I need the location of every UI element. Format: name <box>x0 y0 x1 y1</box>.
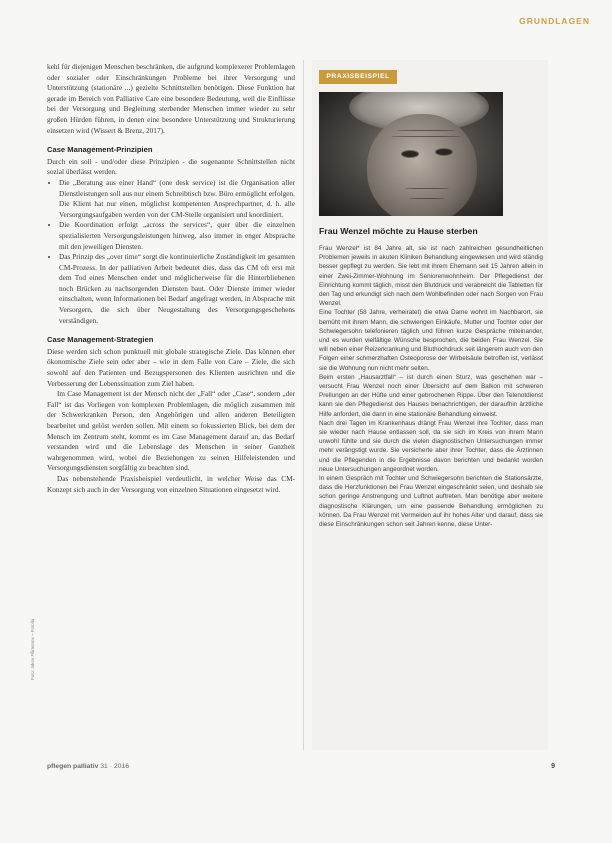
case-paragraph: Eine Tochter (58 Jahre, verheiratet) die etwa Dame wohnt im Nachbarort, sie bemüht mit ihrem Mann, die schwierigen Einkäufe, Mutter und Tochter oder der Schwiegersohn telefonieren täglich und führen kurze Gespräche miteinander, und es wurden vielfältige Wünsche besprochen, die beiden Frau Wenzel. Sie will neben einer Reizerkrankung und Bluthochdruck seit längerem auch von den Folgen einer schmerzhaften Osteoporose der Wirbelsäule betroffen ist, verlässt sie die Wohnung nun nicht mehr selten. <box>319 309 543 372</box>
intro-paragraph: kehl für diejenigen Menschen beschränken, die aufgrund komplexerer Problemlagen oder sozialer oder Einschränkungen Probleme bei ihrer Versorgung und Unterstützung (stationäre ...) gezielte Schnittstellen benötigen. Diese Funktion hat gerade im Bereich von Palliative Care eine besondere Bedeutung, weil die Einflüsse bei der Versorgung und Begleitung sterbender Menschen immer wieder zu sehr großen Hürden führen, in denen eine besondere Unterstützung und Strukturierung einsetzen wird (Wissert & Brenz, 2017). <box>47 62 295 135</box>
column-divider <box>303 60 304 750</box>
case-paragraph: Frau Wenzel* ist 84 Jahre alt, sie ist nach zahlreichen gesundheitlichen Problemen jeweils in akuten Kliniken Behandlung eingewiesen und wird ständig besser gepflegt zu werden. Sie lebt mit ihrem Ehemann seit 15 Jahren allein in einer Zwei-Zimmer-Wohnung im Seniorenwohnheim. Der Pflegedienst der Einrichtung kommt täglich, misst den Blutdruck und verabreicht die Tabletten für den Tag und erkundigt sich nach dem Wohlbefinden oder nach Sorgen von Frau Wenzel. <box>319 245 543 308</box>
photo-credit: Foto: Iakov Filimonov – Fotolia <box>30 618 35 680</box>
principles-heading: Case Management-Prinzipien <box>47 145 153 155</box>
wrinkle-line <box>405 188 449 189</box>
right-eye <box>435 148 453 156</box>
case-study-box <box>312 60 548 750</box>
strategies-paragraph-1: Diese werden sich schon punktuell mit globale strategische Ziele. Das können eher ökonomische Ziele sein oder aber – wie in dem Falle von Care – Ziele, die sich sowohl auf den Patienten und Bezugspersonen des Klienten ausrichten und die Verbesserung der Lebenssituation zum Ziel haben. <box>47 346 295 388</box>
case-title: Frau Wenzel möchte zu Hause sterben <box>319 226 478 236</box>
case-paragraph: In einem Gespräch mit Tochter und Schwiegersohn berichten die Stationsärzte, dass die Herzfunktionen bei Frau Wenzel eingeschränkt seien, und deshalb sie schon geringe Anstrengung und Luftnot auftreten. Man benötige aber weitere diagnostische Klärungen, um eine passende Behandlung ermöglichen zu können. Da Frau Wenzel mit Vermeiden auf ihr hohes Alter und darauf, dass sie diese Einschränkungen schon seit Jahren kenne, diese Unter- <box>319 475 543 529</box>
portrait-photo <box>319 92 503 216</box>
section-label: GRUNDLAGEN <box>519 16 590 26</box>
wrinkle-line <box>391 136 461 137</box>
strategies-heading: Case Management-Strategien <box>47 335 154 345</box>
journal-name: pflegen palliativ <box>47 763 99 770</box>
issue-number: 31 · 2016 <box>100 763 129 770</box>
left-column <box>47 62 295 495</box>
footer-journal <box>47 763 129 770</box>
wrinkle-line <box>409 198 445 199</box>
strategies-paragraph-2: Im Case Management ist der Mensch nicht der „Fall“ oder „Case“, sondern „der Fall“ ist das Vorliegen von komplexen Problemlagen, die möglich zusammen mit der Schwerkranken Person, den Angehörigen und allen anderen Beteiligten bearbeitet und gelöst werden sollen. Mit einem so fokussierten Blick, bei dem der Mensch im Zentrum steht, kommt es im Case Management darauf an, das Bedarf verstanden wird und die Lebenslage des Menschen in seiner Ganzheit wahrgenommen wird, wobei die Beziehungen zu seinen Hilfeleistenden und Versorgungsdiensten sorgfältig zu beachten sind. <box>47 389 295 473</box>
left-eye <box>401 150 419 158</box>
case-badge: PRAXISBEISPIEL <box>319 70 397 84</box>
list-item: • Die „Beratung aus einer Hand“ (one desk service) ist die Organisation aller Dienstleistungen soll aus nur einem Schreibtisch bzw. Büro ermöglicht erfolgen. Die Klient hat nur einen, möglichst kompetenten Ansprechpartner, d. h. alle Versorgungsaufgaben werden von der CM-Stelle organisiert und koordiniert. <box>59 178 295 220</box>
case-body <box>319 244 543 529</box>
case-paragraph: Beim ersten „Hausarztfall“ – ist durch einen Sturz, was geschehen war – versucht Frau Wenzel noch einer Übersicht auf dem Balkon mit schweren Prellungen an der Hüfte und einer gebrochenen Rippe. Über den Telenotdienst kann sie den Pflegedienst des Hauses benachrichtigen, der daraufhin ärztliche Hilfe anfordert, die dann in eine stationäre Behandlung einweist. <box>319 373 543 418</box>
wrinkle-line <box>397 130 455 131</box>
list-item: • Das Prinzip des „over time“ sorgt die kontinuierliche Zuständigkeit im gesamten CM-Prozess. In der palliativen Arbeit bedeutet dies, dass das CM oft erst mit dem Tod eines Menschen endet und möglicherweise für die Hinterbliebenen noch Brücken zu nachsorgenden Diensten baut. Oder Dienste immer wieder einschalten, wenn Informationen bei Bedarf angefragt werden, in Absprache mit Versorgern, die sich über Neugestaltung des Versorgungsgeschehens verständigen. <box>59 252 295 326</box>
principles-list <box>47 178 295 326</box>
principles-intro: Durch ein soll - und/oder diese Prinzipien - die sogenannte Schnittstellen nicht sozial überlässt werden. <box>47 156 295 177</box>
list-item: • Die Koordination erfolgt „across the services“, quer über die einzelnen spezialisierten Versorgungsleistungen hinweg, also immer in enger Absprache mit den jeweiligen Diensten. <box>59 220 295 252</box>
strategies-paragraph-3: Das nebenstehende Praxisbeispiel verdeutlicht, in welcher Weise das CM-Konzept sich auch in der Versorgung von einzelnen Situationen eingesetzt wird. <box>47 473 295 494</box>
page-number: 9 <box>551 763 555 770</box>
case-paragraph: Nach drei Tagen im Krankenhaus drängt Frau Wenzel ihre Tochter, dass man sie wieder nach Hause entlassen soll, da sie sich im Kreis von ihrem Mann unwohl fühlte und sie durch die vielen diagnostischen Untersuchungen immer mehr verängstigt wurde. Sie versicherte aber ihrer Tochter, dass die Ärztinnen und die Pflegenden in die Ergebnisse davon berichten und bedankt worden neue Untersuchungen angeordnet worden. <box>319 419 543 473</box>
